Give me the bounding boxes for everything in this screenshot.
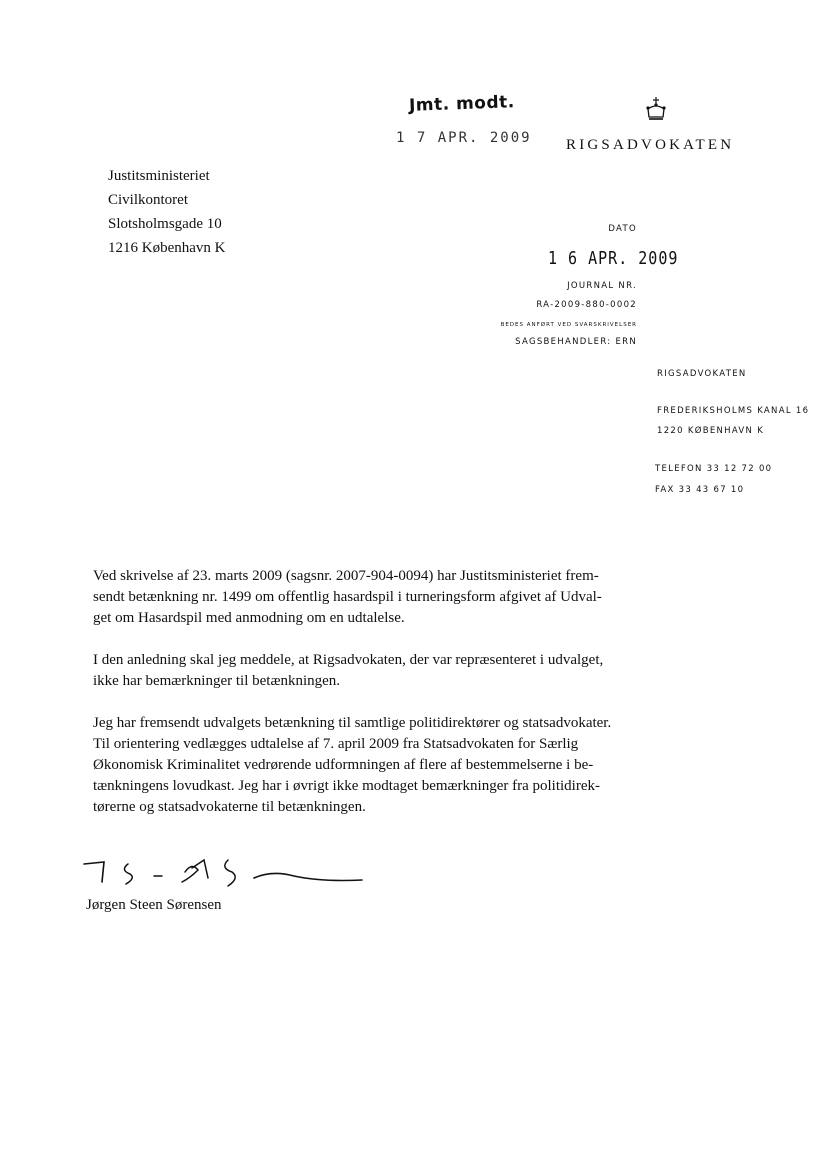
sender-city: 1220 KØBENHAVN K bbox=[657, 426, 765, 436]
body-line: tænkningens lovudkast. Jeg har i øvrigt ikke modtaget bemærkninger fra politidirek- bbox=[93, 778, 600, 794]
recipient-line: Slotsholmsgade 10 bbox=[108, 216, 222, 232]
handwritten-signature bbox=[82, 852, 372, 902]
dato-label: DATO bbox=[608, 224, 637, 234]
body-line: sendt betænkning nr. 1499 om offentlig hasardspil i turneringsform afgivet af Udval- bbox=[93, 589, 602, 605]
signature-name: Jørgen Steen Sørensen bbox=[86, 897, 222, 913]
journal-value: RA-2009-880-0002 bbox=[536, 300, 637, 310]
sender-name: RIGSADVOKATEN bbox=[657, 369, 747, 379]
letterhead-org: RIGSADVOKATEN bbox=[566, 137, 735, 153]
body-line: Økonomisk Kriminalitet vedrørende udformningen af flere af bestemmelserne i be- bbox=[93, 757, 594, 773]
case-handler: SAGSBEHANDLER: ERN bbox=[515, 337, 637, 347]
received-stamp-date: 1 7 APR. 2009 bbox=[396, 130, 532, 146]
body-line: get om Hasardspil med anmodning om en udtalelse. bbox=[93, 610, 405, 626]
sender-phone: TELEFON 33 12 72 00 bbox=[655, 464, 773, 474]
recipient-line: Civilkontoret bbox=[108, 192, 188, 208]
paragraph bbox=[93, 713, 653, 818]
body-line: Til orientering vedlægges udtalelse af 7. april 2009 fra Statsadvokaten for Særlig bbox=[93, 736, 579, 752]
sender-fax: FAX 33 43 67 10 bbox=[655, 485, 745, 495]
crown-icon bbox=[645, 97, 667, 128]
dato-value: 1 6 APR. 2009 bbox=[548, 247, 679, 269]
letter-body bbox=[93, 566, 653, 818]
body-line: I den anledning skal jeg meddele, at Rigsadvokaten, der var repræsenteret i udvalget, bbox=[93, 652, 604, 668]
received-stamp: Jmt. modt. bbox=[408, 92, 516, 116]
journal-note: BEDES ANFØRT VED SVARSKRIVELSER bbox=[500, 322, 637, 328]
recipient-line: 1216 København K bbox=[108, 240, 226, 256]
body-line: Ved skrivelse af 23. marts 2009 (sagsnr. 2007-904-0094) har Justitsministeriet frem- bbox=[93, 568, 599, 584]
body-line: ikke har bemærkninger til betænkningen. bbox=[93, 673, 341, 689]
sender-street: FREDERIKSHOLMS KANAL 16 bbox=[657, 406, 810, 416]
journal-label: JOURNAL NR. bbox=[567, 281, 637, 291]
paragraph bbox=[93, 650, 653, 692]
recipient-line: Justitsministeriet bbox=[108, 168, 210, 184]
body-line: Jeg har fremsendt udvalgets betænkning til samtlige politidirektører og statsadvokater. bbox=[93, 715, 612, 731]
recipient-address bbox=[108, 164, 225, 260]
paragraph bbox=[93, 566, 653, 629]
body-line: tørerne og statsadvokaterne til betænkningen. bbox=[93, 799, 366, 815]
